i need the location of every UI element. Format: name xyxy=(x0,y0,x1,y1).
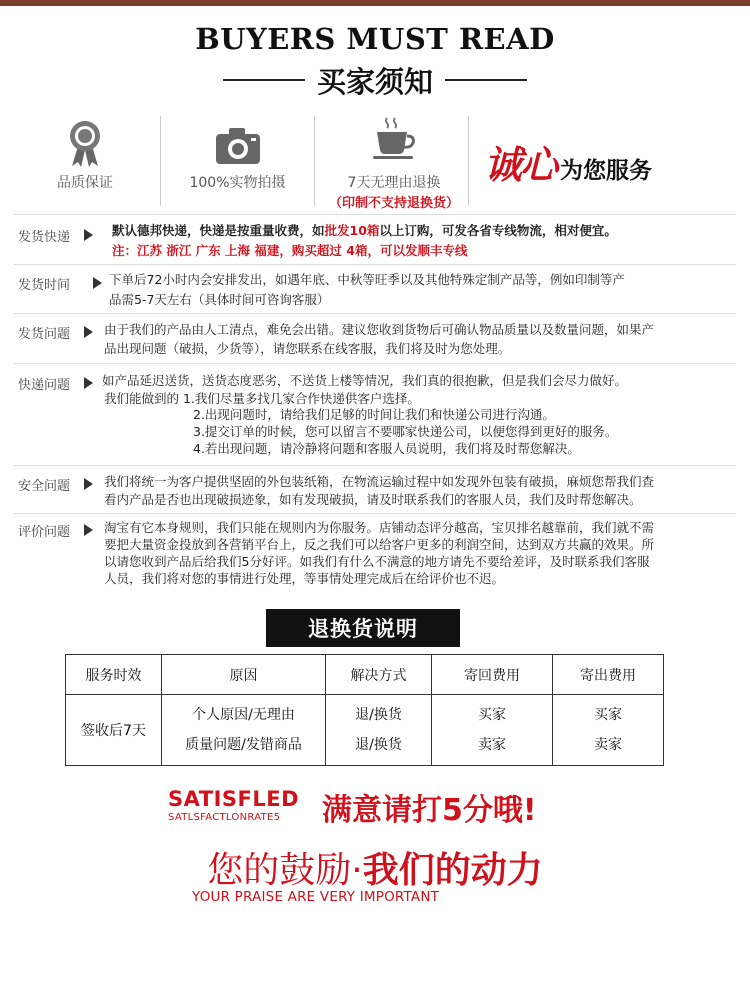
shipping-text-line1: 默认德邦快递，快递是按重量收费，如批发10箱以上订购，可发各省专线物流，相对便宜。 xyxy=(112,223,617,238)
feature-divider xyxy=(468,116,469,206)
section-divider xyxy=(14,465,736,466)
section-divider xyxy=(14,313,736,314)
send-fee-cell xyxy=(553,695,664,766)
section-divider xyxy=(14,513,736,514)
feature-return xyxy=(318,112,470,212)
send-fee-text: 卖家 xyxy=(594,737,622,753)
top-border xyxy=(0,0,750,6)
safety-text-line2: 看内产品是否也出现破损迹象，如有发现破损，请及时联系我们的客服人员，我们及时帮您解决。 xyxy=(104,492,642,507)
courier-text-line2: 我们能做到的 1.我们尽量多找几家合作快递供客户选择。 xyxy=(104,391,420,406)
period-cell: 签收后7天 xyxy=(66,695,162,766)
return-fee-text: 买家 xyxy=(478,707,506,723)
solution-cell xyxy=(326,695,432,766)
problem-text-line1: 由于我们的产品由人工清点，难免会出错。建议您收到货物后可确认物品质量以及数量问题，如果产 xyxy=(104,322,655,337)
returns-table xyxy=(65,654,664,766)
courier-text-line1: 如产品延迟送货，送货态度恶劣，不送货上楼等情况，我们真的很抱歉，但是我们会尽力做好。 xyxy=(102,373,628,388)
problem-text-line2: 品出现问题（破损，少货等），请您联系在线客服，我们将及时为您处理。 xyxy=(104,341,511,356)
section-divider xyxy=(14,214,736,215)
page-title-cn: 买家须知 xyxy=(316,64,433,99)
review-text-line1: 淘宝有它本身规则，我们只能在规则内为你服务。店铺动态评分越高，宝贝排名越靠前，我们就不需 xyxy=(104,520,655,535)
award-ribbon-icon xyxy=(65,118,105,168)
return-fee-cell xyxy=(432,695,553,766)
feature-quality xyxy=(30,112,140,212)
table-header-cell: 解决方式 xyxy=(326,655,432,695)
section-label-review: 评价问题 xyxy=(18,525,71,540)
table-row xyxy=(66,695,664,766)
praise-text: YOUR PRAISE ARE VERY IMPORTANT xyxy=(192,889,440,905)
section-divider xyxy=(14,363,736,364)
reason-cell xyxy=(162,695,326,766)
section-divider xyxy=(14,264,736,265)
motto-part-2: 我们的动力 xyxy=(362,850,543,891)
arrow-right-icon xyxy=(84,478,93,490)
arrow-right-icon xyxy=(84,524,93,536)
arrow-right-icon xyxy=(93,277,102,289)
table-header-cell: 服务时效 xyxy=(66,655,162,695)
section-label-time: 发货时间 xyxy=(18,278,71,293)
table-header-cell: 寄出费用 xyxy=(553,655,664,695)
motto-part-1: 您的鼓励· xyxy=(207,850,363,891)
satisfied-banner xyxy=(168,785,608,835)
sincere-heading: 诚心 xyxy=(484,143,557,187)
arrow-right-icon xyxy=(84,326,93,338)
shipping-text-line2: 注：江苏 浙江 广东 上海 福建，购买超过 4箱，可以发顺丰专线 xyxy=(112,243,468,258)
satisfied-en-heading: SATISFLED xyxy=(168,787,300,811)
review-text-line2: 要把大量资金投放到各营销平台上，反之我们可以给客户更多的利润空间，达到双方共赢的效果。所 xyxy=(104,537,655,552)
feature-return-note: （印制不支持退换货） xyxy=(328,196,459,211)
section-label-problem: 发货问题 xyxy=(18,327,71,342)
section-label-courier: 快递问题 xyxy=(18,378,71,393)
courier-text-line3: 2.出现问题时，请给我们足够的时间让我们和快递公司进行沟通。 xyxy=(193,407,555,422)
section-label-shipping: 发货快递 xyxy=(18,230,71,245)
title-rule-right xyxy=(445,79,527,81)
review-text-line4: 人员，我们将对您的事情进行处理，等事情处理完成后在给评价也不迟。 xyxy=(104,571,505,586)
feature-divider xyxy=(160,116,161,206)
feature-real-photo xyxy=(180,112,295,212)
reason-text: 质量问题/发错商品 xyxy=(185,737,302,753)
solution-text: 退/换货 xyxy=(355,707,402,723)
table-header-cell: 原因 xyxy=(162,655,326,695)
satisfied-en-subheading: SATLSFACTLONRATE5 xyxy=(168,812,281,823)
time-text-line1: 下单后72小时内会安排发出，如遇年底、中秋等旺季以及其他特殊定制产品等，例如印制等产 xyxy=(109,272,625,287)
satisfied-cn-heading: 满意请打5分哦! xyxy=(322,793,537,828)
title-rule-left xyxy=(223,79,305,81)
sincere-service-banner xyxy=(484,134,724,187)
feature-real-photo-label: 100%实物拍摄 xyxy=(189,175,286,191)
solution-text: 退/换货 xyxy=(355,737,402,753)
courier-text-line5: 4.若出现问题，请冷静将问题和客服人员说明，我们将及时帮您解决。 xyxy=(193,441,580,456)
return-fee-text: 卖家 xyxy=(478,737,506,753)
coffee-cup-icon xyxy=(369,116,419,162)
camera-icon xyxy=(214,124,262,168)
motto xyxy=(0,842,750,893)
safety-text-line1: 我们将统一为客户提供坚固的外包装纸箱，在物流运输过程中如发现外包装有破损，麻烦您帮我们查 xyxy=(104,474,655,489)
returns-title: 退换货说明 xyxy=(266,609,460,647)
courier-text-line4: 3.提交订单的时候，您可以留言不要哪家快递公司，以便您得到更好的服务。 xyxy=(193,424,618,439)
time-text-line2: 品需5-7天左右（具体时间可咨询客服） xyxy=(109,292,330,307)
feature-quality-label: 品质保证 xyxy=(57,175,113,191)
section-label-safety: 安全问题 xyxy=(18,479,71,494)
arrow-right-icon xyxy=(84,229,93,241)
page-title-en: BUYERS MUST READ xyxy=(195,22,555,56)
review-text-line3: 以请您收到产品后给我们5分好评。如我们有什么不满意的地方请先不要给差评，及时联系我们客服 xyxy=(104,554,650,569)
send-fee-text: 买家 xyxy=(594,707,622,723)
sincere-subheading: 为您服务 xyxy=(560,158,653,184)
feature-divider xyxy=(314,116,315,206)
arrow-right-icon xyxy=(84,377,93,389)
reason-text: 个人原因/无理由 xyxy=(192,707,295,723)
table-header-cell: 寄回费用 xyxy=(432,655,553,695)
feature-return-label: 7天无理由退换 xyxy=(347,175,441,191)
page-title-cn-row xyxy=(0,60,750,100)
table-header-row xyxy=(66,655,664,695)
